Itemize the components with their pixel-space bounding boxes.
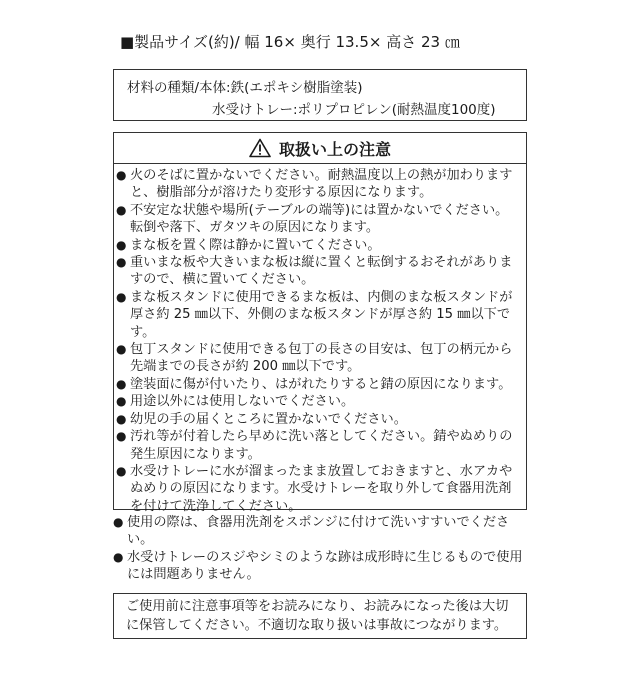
caution-box bbox=[113, 132, 527, 514]
caution-header bbox=[114, 133, 526, 164]
item-text: 塗装面に傷が付いたり、はがれたりすると錆の原因になります。 bbox=[130, 376, 512, 392]
caution-item bbox=[116, 393, 520, 410]
bullet-icon: ● bbox=[116, 168, 127, 182]
caution-item bbox=[116, 202, 520, 237]
materials-box bbox=[113, 69, 527, 121]
usage-note-item bbox=[113, 514, 527, 549]
bullet-icon: ● bbox=[116, 429, 127, 444]
usage-notes bbox=[113, 514, 527, 584]
item-text: 重いまな板や大きいまな板は縦に置くと転倒するおそれがありますので、横に置いてください。 bbox=[130, 255, 513, 288]
item-text: 用途以外には使用しないでください。 bbox=[130, 394, 355, 410]
caution-item bbox=[116, 237, 520, 254]
materials-line-body: 材料の種類/本体:鉄(エポキシ樹脂塗装) bbox=[127, 80, 363, 96]
usage-note-item bbox=[113, 549, 527, 584]
bullet-icon: ● bbox=[116, 411, 127, 426]
caution-item bbox=[116, 411, 520, 428]
bullet-icon: ● bbox=[113, 515, 124, 529]
product-size-line: ■製品サイズ(約)/ 幅 16× 奥行 13.5× 高さ 23 ㎝ bbox=[120, 33, 460, 51]
materials-line-tray: 水受けトレー:ポリプロピレン(耐熱温度100度) bbox=[212, 102, 496, 118]
caution-list bbox=[114, 164, 526, 515]
item-text: 不安定な状態や場所(テーブルの端等)には置かないでください。転倒や落下、ガタツキの原因になります。 bbox=[130, 202, 509, 236]
bullet-icon: ● bbox=[116, 289, 127, 304]
notice-box: ご使用前に注意事項等をお読みになり、お読みになった後は大切に保管してください。不適切な取り扱いは事故につながります。 bbox=[113, 593, 527, 639]
caution-item bbox=[116, 428, 520, 463]
item-text: 水受けトレーのスジやシミのような跡は成形時に生じるもので使用には問題ありません。 bbox=[127, 549, 523, 583]
caution-item bbox=[116, 341, 520, 376]
item-text: 使用の際は、食器用洗剤をスポンジに付けて洗いすすいでください。 bbox=[127, 515, 510, 548]
item-text: まな板を置く際は静かに置いてください。 bbox=[130, 237, 381, 253]
bullet-icon: ● bbox=[116, 394, 127, 409]
caution-item bbox=[116, 289, 520, 341]
item-text: 包丁スタンドに使用できる包丁の長さの目安は、包丁の柄元から先端までの長さが約 200 ㎜以下です。 bbox=[130, 342, 513, 375]
item-text: 水受けトレーに水が溜まったまま放置しておきますと、水アカやぬめりの原因になります。水受けトレーを取り外して食器用洗剤を付けて洗浄してください。 bbox=[130, 463, 513, 514]
bullet-icon: ● bbox=[116, 376, 127, 391]
item-text: まな板スタンドに使用できるまな板は、内側のまな板スタンドが厚さ約 25 ㎜以下、外側のまな板スタンドが厚さ約 15 ㎜以下です。 bbox=[130, 289, 513, 340]
caution-item bbox=[116, 463, 520, 515]
warning-triangle-icon bbox=[249, 138, 271, 158]
item-text: 汚れ等が付着したら早めに洗い落としてください。錆やぬめりの発生原因になります。 bbox=[130, 429, 513, 462]
bullet-icon: ● bbox=[116, 237, 127, 252]
bullet-icon: ● bbox=[116, 463, 127, 478]
caution-item bbox=[116, 254, 520, 289]
caution-item bbox=[116, 376, 520, 393]
item-text: 幼児の手の届くところに置かないでください。 bbox=[130, 411, 407, 427]
bullet-icon: ● bbox=[116, 202, 127, 217]
caution-title: 取扱い上の注意 bbox=[278, 139, 391, 159]
bullet-icon: ● bbox=[116, 255, 127, 270]
bullet-icon: ● bbox=[116, 342, 127, 357]
item-text: 火のそばに置かないでください。耐熱温度以上の熱が加わりますと、樹脂部分が溶けたり変形する原因になります。 bbox=[130, 168, 513, 201]
bullet-icon: ● bbox=[113, 549, 124, 564]
caution-item bbox=[116, 167, 520, 202]
